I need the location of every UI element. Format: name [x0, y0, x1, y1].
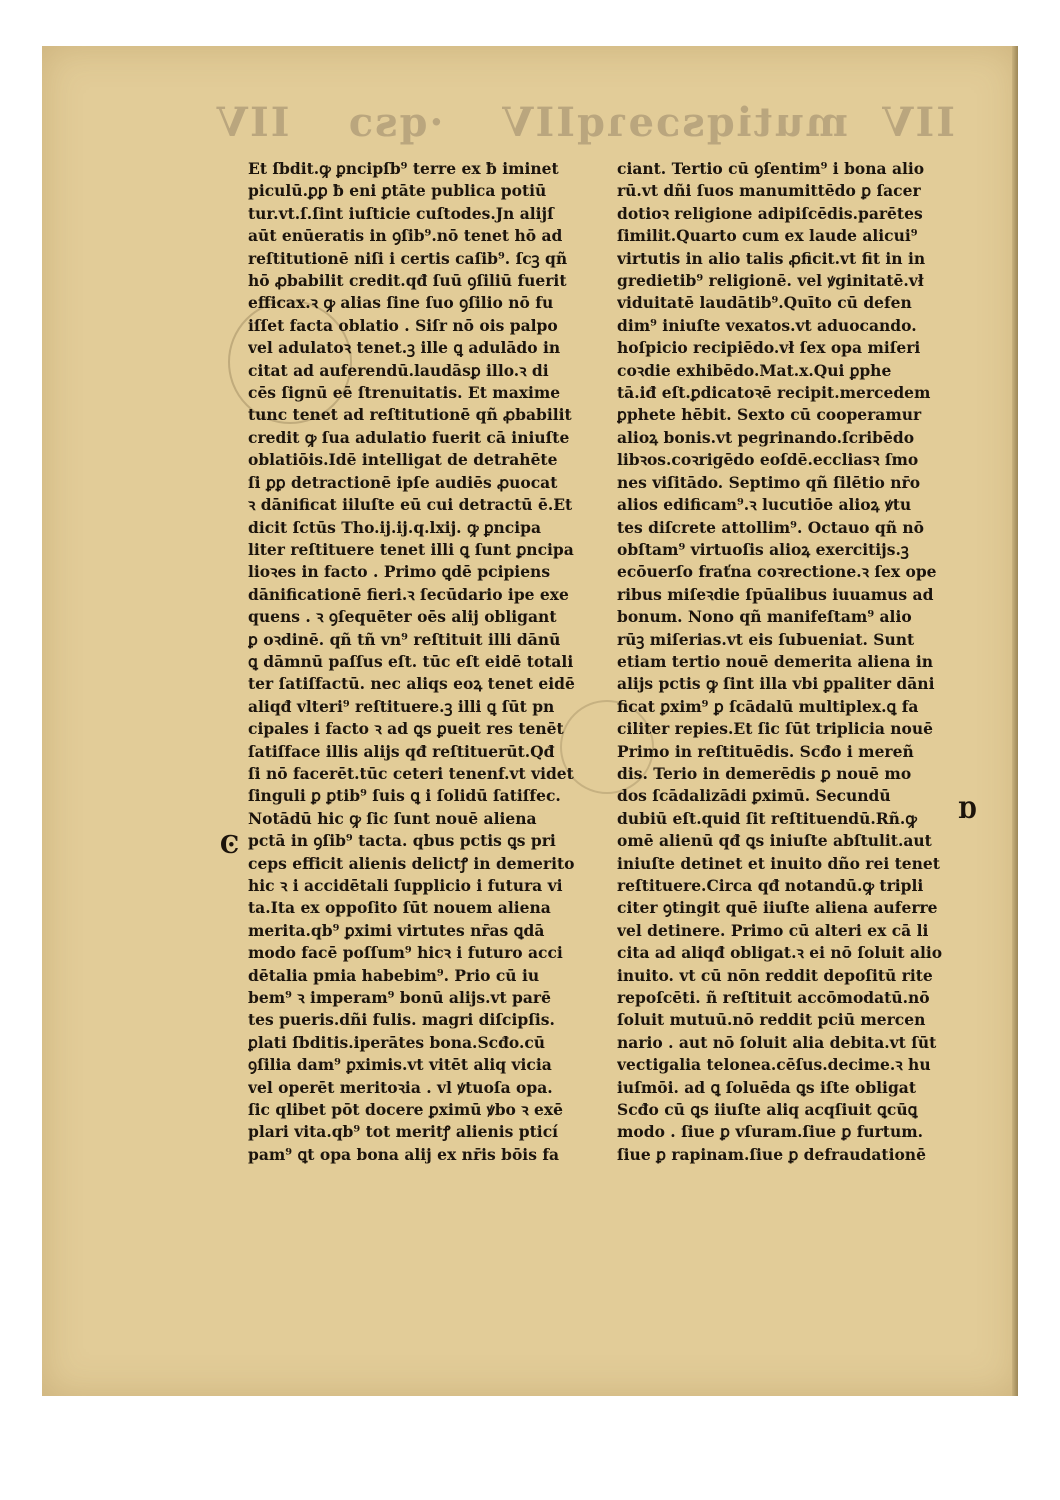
text-line: ribus miſeꝛdie ſpūalibus iuuamus ad	[617, 584, 934, 604]
text-line: bonum. Nono qñ manifeſtam⁹ alio	[617, 607, 912, 627]
text-line: Primo in reſtituēdis. Scđo i mereñ	[617, 741, 914, 761]
text-line: bem⁹ ꝛ imperam⁹ bonū alijs.vt parē	[248, 988, 551, 1008]
text-line: obſtam⁹ virtuoſis alioꝝ exercitijs.ꝫ	[617, 539, 909, 559]
text-line: gredietib⁹ religionē. vel ꝟginitatē.vł	[617, 271, 924, 291]
text-line: ecōuerſo fraťna coꝛrectione.ꝛ ſex ope	[617, 562, 937, 582]
text-line: rūꝫ miſerias.vt eis ſubueniat. Sunt	[617, 629, 915, 649]
text-line: vectigalia telonea.cēſus.decime.ꝛ hu	[617, 1055, 931, 1075]
text-line: alios edificam⁹.ꝛ lucutiōe alioꝝ ꝟtu	[617, 495, 912, 515]
left-text-column	[248, 158, 593, 1166]
text-line: alijs pctis ꝙ ſint illa vbi ꝑpaliter dāni	[617, 674, 935, 694]
text-line: repoſcēti. ñ reſtituit accōmodatū.nō	[617, 988, 930, 1008]
text-line: ſatiſface illis alijs qđ reſtituerūt.Qđ	[248, 741, 555, 761]
text-line: aūt enūeratis in ꝯſib⁹.nō tenet hō ad	[248, 226, 563, 246]
text-line: ficat ꝑxim⁹ ꝑ ſcādalū multiplex.ꝗ fa	[617, 696, 919, 716]
text-line: dotioꝛ religione adipiſcēdis.parētes	[617, 203, 923, 223]
text-line: alioꝝ bonis.vt pegrinando.ſcribēdo	[617, 427, 915, 447]
text-line: tes diſcrete attollim⁹. Octauo qñ nō	[617, 517, 925, 537]
text-line: ꝑ oꝛdinē. qñ tñ vn⁹ reſtituit illi dānū	[248, 629, 561, 649]
text-line: tur.vt.ſ.ſint iuſticie cuſtodes.Jn alijſ	[248, 203, 554, 223]
text-line: ꝗ dāmnū paſſus eſt. tūc eſt eidē totali	[248, 651, 574, 671]
text-line: vel detinere. Primo cū alteri ex cā li	[617, 920, 929, 940]
text-line: Notādū hic ꝙ ſic ſunt nouē aliena	[248, 808, 537, 828]
text-line: iſſet facta oblatio . Siſr nō ois palpo	[248, 315, 558, 335]
text-line: hoſpicio recipiēdo.vł ſex opa miſeri	[617, 338, 921, 358]
text-line: ſoluit mutuū.nō reddit pciū mercen	[617, 1010, 926, 1030]
text-line: omē alienū qđ ꝗs iniuſte abſtulit.aut	[617, 831, 932, 851]
text-line: ter ſatiſfactū. nec aliqs eoꝝ tenet eidē	[248, 674, 575, 694]
text-line: ſi ꝑꝑ detractionē ipſe audiēs ꝓuocat	[248, 472, 558, 492]
text-line: Scđo cū ꝗs iiuſte aliq acqſiuit ꝗcūꝗ	[617, 1100, 918, 1120]
text-line: plari vita.qb⁹ tot meritꝭ alienis pticí	[248, 1122, 559, 1142]
bleed-text: IIV	[215, 98, 290, 146]
text-line: ſi nō facerēt.tūc ceteri tenenf.vt videt	[248, 763, 574, 783]
text-line: dos ſcādalizādi ꝑximū. Secundū	[617, 786, 891, 806]
bleed-through-header-left	[215, 92, 575, 152]
text-line: pctā in ꝯſib⁹ tacta. qbus pctis ꝗs pri	[248, 831, 556, 851]
text-line: hic ꝛ i accidētali ſupplicio i futura vi	[248, 876, 563, 895]
text-line: liter reſtituere tenet illi ꝗ ſunt ꝑncipa	[248, 539, 574, 559]
text-line: dētalia pmia habebim⁹. Prio cū iu	[248, 965, 540, 985]
text-line: dim⁹ iniuſte vexatos.vt aduocando.	[617, 315, 917, 335]
text-line: citat ad auferendū.laudāsꝑ illo.ꝛ di	[248, 360, 549, 380]
text-line: vel adulatoꝛ tenet.ꝫ ille ꝗ adulādo in	[248, 338, 561, 358]
text-line: dicit ſctūs Tho.ij.ij.q.lxij. ꝙ ꝑncipa	[248, 517, 542, 537]
right-text-column	[617, 158, 957, 1166]
text-line: dubiū eſt.quid ſit reſtituendū.Rñ.ꝙ	[617, 808, 917, 828]
text-line: hō ꝓbabilit credit.qđ ſuū ꝯſiliū fuerit	[248, 271, 567, 291]
text-line: coꝛdie exhibēdo.Mat.x.Qui ꝑphe	[617, 360, 892, 380]
text-line: oblatiōis.Idē intelligat de detrahēte	[248, 450, 558, 470]
text-line: tunc tenet ad reſtitutionē qñ ꝓbabilit	[248, 405, 572, 425]
text-line: ſimilit.Quarto cum ex laude alicui⁹	[617, 226, 918, 246]
text-line: tā.iđ eſt.ꝑdicatoꝛē recipit.mercedem	[617, 383, 931, 403]
text-line: credit ꝙ ſua adulatio fuerit cā iniuſte	[248, 427, 570, 447]
text-line: vel operēt meritoꝛia . vl ꝟtuoſa opa.	[248, 1077, 553, 1097]
text-line: iuſmōi. ad ꝗ ſoluēda ꝗs iſte obligat	[617, 1077, 916, 1097]
bleed-text: mutiqsɔɘɿq	[575, 98, 848, 146]
text-line: ciant. Tertio cū ꝯſentim⁹ i bona alio	[617, 159, 925, 178]
margin-note-mark: Ɒ	[958, 798, 977, 824]
text-line: tes pueris.dñi fulis. magri diſcipſis.	[248, 1010, 555, 1030]
text-line: modo facē poſſum⁹ hicꝛ i futuro acci	[248, 943, 563, 963]
text-line: cipales i facto ꝛ ad ꝗs ꝑueit res tenēt	[248, 719, 564, 739]
text-line: iniuſte detinet et inuito dño rei tenet	[617, 853, 940, 873]
text-line: aliqđ vlteri⁹ reſtituere.ꝫ illi ꝗ ſūt pn	[248, 696, 555, 716]
text-line: cita ad aliqđ obligat.ꝛ ei nō ſoluit alio	[617, 943, 943, 963]
text-line: Et ſbdit.ꝙ ꝑncipſb⁹ terre ex ƀ iminet	[248, 159, 559, 178]
text-line: efficax.ꝛ ꝙ alias ſine ſuo ꝯſilio nō fu	[248, 293, 554, 313]
text-line: piculū.ꝑꝑ ƀ eni ꝑtāte publica potiū	[248, 181, 547, 201]
text-line: dis. Terio in demerēdis ꝑ nouē mo	[617, 763, 912, 783]
text-line: inuito. vt cū nōn reddit depoſitū rite	[617, 965, 933, 985]
text-line: reſtituere.Circa qđ notandū.ꝙ tripli	[617, 876, 924, 895]
text-line: ꝑphete hēbit. Sexto cū cooperamur	[617, 405, 922, 425]
text-line: ꝯſilia dam⁹ ꝑximis.vt vitēt aliq vicia	[248, 1055, 552, 1075]
bleed-through-header-right	[575, 92, 955, 152]
text-line: lioꝛes in facto . Primo ꝗdē pcipiens	[248, 562, 551, 582]
text-line: modo . ſiue ꝑ vſuram.ſiue ꝑ furtum.	[617, 1122, 924, 1142]
bleed-text: ·qsↄ	[346, 98, 444, 146]
text-line: virtutis in alio talis ꝓficit.vt fit in in	[617, 248, 926, 268]
text-line: quens . ꝛ ꝯſequēter oēs alij obligant	[248, 607, 557, 627]
text-line: rū.vt dñi ſuos manumittēdo ꝑ ſacer	[617, 181, 921, 201]
text-line: ciliter repies.Et ſic ſūt triplicia nouē	[617, 719, 934, 739]
text-line: cēs ſignū eē ſtrenuitatis. Et maxime	[248, 383, 561, 403]
text-line: ſiue ꝑ rapinam.ſiue ꝑ defraudationē	[617, 1144, 926, 1164]
text-line: reſtitutionē niſi i certis caſib⁹. ſcꝫ qñ	[248, 248, 568, 268]
text-line: viduitatē laudātib⁹.Quīto cū defen	[617, 293, 912, 313]
text-line: nes viſitādo. Septimo qñ ſilētio nr̄o	[617, 472, 921, 492]
text-line: ſinguli ꝑ ꝑtib⁹ ſuis ꝗ i ſolidū ſatiſfec.	[248, 786, 561, 806]
text-line: ta.Ita ex oppoſito ſūt nouem aliena	[248, 898, 551, 918]
paragraph-mark: Ͼ	[220, 830, 240, 859]
text-line: libꝛos.coꝛrigēdo eoſdē.eccliasꝛ ſmo	[617, 450, 919, 470]
page-edge	[1012, 46, 1018, 1396]
text-line: nario . aut nō ſoluit alia debita.vt ſūt	[617, 1032, 937, 1052]
text-line: pam⁹ ꝗt opa bona alij ex nr̄is bōis fa	[248, 1144, 560, 1164]
text-line: etiam tertio nouē demerita aliena in	[617, 651, 934, 671]
bleed-text: IIV	[500, 98, 575, 146]
text-line: ꝑlati ſbditis.iperātes bona.Scđo.cū	[248, 1032, 546, 1052]
text-line: ſic qlibet pōt docere ꝑximū ꝟbo ꝛ exē	[248, 1100, 564, 1120]
text-line: ꝛ dānificat iiluſte eū cui detractū ē.Et	[248, 495, 573, 515]
text-line: dānificationē fieri.ꝛ ſecūdario ipe exe	[248, 584, 569, 604]
text-line: merita.qb⁹ ꝑximi virtutes nr̄as ꝗdā	[248, 920, 545, 940]
text-line: ceps efficit alienis delictꝭ in demerito	[248, 853, 575, 873]
text-line: citer ꝯtingit quē iiuſte aliena auferre	[617, 898, 938, 918]
bleed-text: IIV	[880, 98, 955, 146]
